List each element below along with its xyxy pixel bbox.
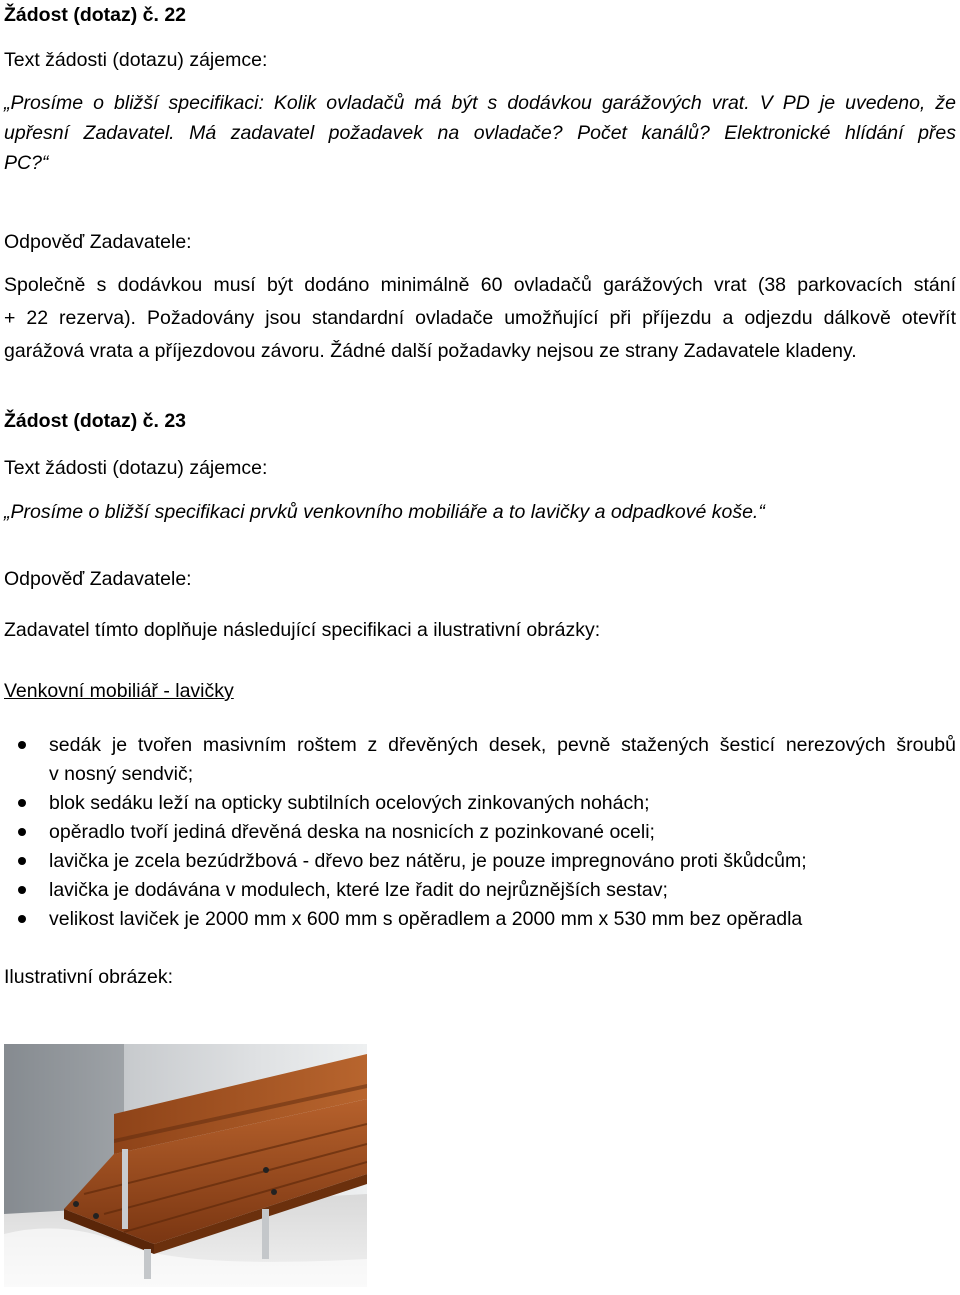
bench-subheading: Venkovní mobiliář - lavičky <box>4 680 234 702</box>
request-23-question: „Prosíme o bližší specifikaci prvků venkovního mobiliáře a to lavičky a odpadkové koše.“ <box>4 501 765 523</box>
illustration-label: Ilustrativní obrázek: <box>4 966 174 988</box>
bullet-icon <box>18 857 26 865</box>
bullet-icon <box>18 915 26 923</box>
request-22-answer-line-1: Společně s dodávkou musí být dodáno minimálně 60 ovladačů garážových vrat (38 parkovacích stání <box>4 274 956 296</box>
bench-spec-item <box>4 847 956 876</box>
bench-spec-item <box>4 876 956 905</box>
bench-spec-list <box>4 731 956 934</box>
request-22-text-label: Text žádosti (dotazu) zájemce: <box>4 49 268 71</box>
request-22-question-line-1: „Prosíme o bližší specifikaci: Kolik ovladačů má být s dodávkou garážových vrat. V PD je uvedeno, že <box>4 92 956 114</box>
bench-spec-item <box>4 905 956 934</box>
request-23-answer-intro: Zadavatel tímto doplňuje následující specifikaci a ilustrativní obrázky: <box>4 619 601 641</box>
bullet-icon <box>18 886 26 894</box>
request-22-question-line-3: PC?“ <box>4 152 49 174</box>
bench-spec-text: sedák je tvořen masivním roštem z dřevěných desek, pevně stažených šesticí nerezových šroubů <box>49 734 956 756</box>
bench-spec-text-continued: v nosný sendvič; <box>49 763 194 785</box>
request-22-heading: Žádost (dotaz) č. 22 <box>4 4 187 26</box>
request-22-question-line-2: upřesní Zadavatel. Má zadavatel požadavek na ovladače? Počet kanálů? Elektronické hlídání přes <box>4 122 956 144</box>
request-23-heading: Žádost (dotaz) č. 23 <box>4 410 187 432</box>
request-22-answer-line-3: garážová vrata a příjezdovou závoru. Žádné další požadavky nejsou ze strany Zadavatele kladeny. <box>4 340 857 362</box>
request-22-answer-line-2: + 22 rezerva). Požadovány jsou standardní ovladače umožňující při příjezdu a odjezdu dálkově otevřít <box>4 307 956 329</box>
bench-spec-item <box>4 818 956 847</box>
bench-spec-text: lavička je zcela bezúdržbová - dřevo bez nátěru, je pouze impregnováno proti škůdcům; <box>49 850 807 872</box>
bench-spec-item <box>4 789 956 818</box>
bullet-icon <box>18 799 26 807</box>
bench-illustration <box>4 1044 367 1287</box>
bench-spec-text: blok sedáku leží na opticky subtilních ocelových zinkovaných nohách; <box>49 792 650 814</box>
request-22-answer-label: Odpověď Zadavatele: <box>4 231 192 253</box>
bench-spec-text: velikost laviček je 2000 mm x 600 mm s opěradlem a 2000 mm x 530 mm bez opěradla <box>49 908 803 930</box>
bullet-icon <box>18 828 26 836</box>
bench-spec-text: lavička je dodávána v modulech, které lze řadit do nejrůznějších sestav; <box>49 879 668 901</box>
bullet-icon <box>18 741 26 749</box>
bench-spec-text: opěradlo tvoří jediná dřevěná deska na nosnicích z pozinkované oceli; <box>49 821 655 843</box>
bench-spec-item <box>4 731 956 789</box>
bench-photo <box>4 1044 367 1287</box>
request-23-answer-label: Odpověď Zadavatele: <box>4 568 192 590</box>
request-23-text-label: Text žádosti (dotazu) zájemce: <box>4 457 268 479</box>
